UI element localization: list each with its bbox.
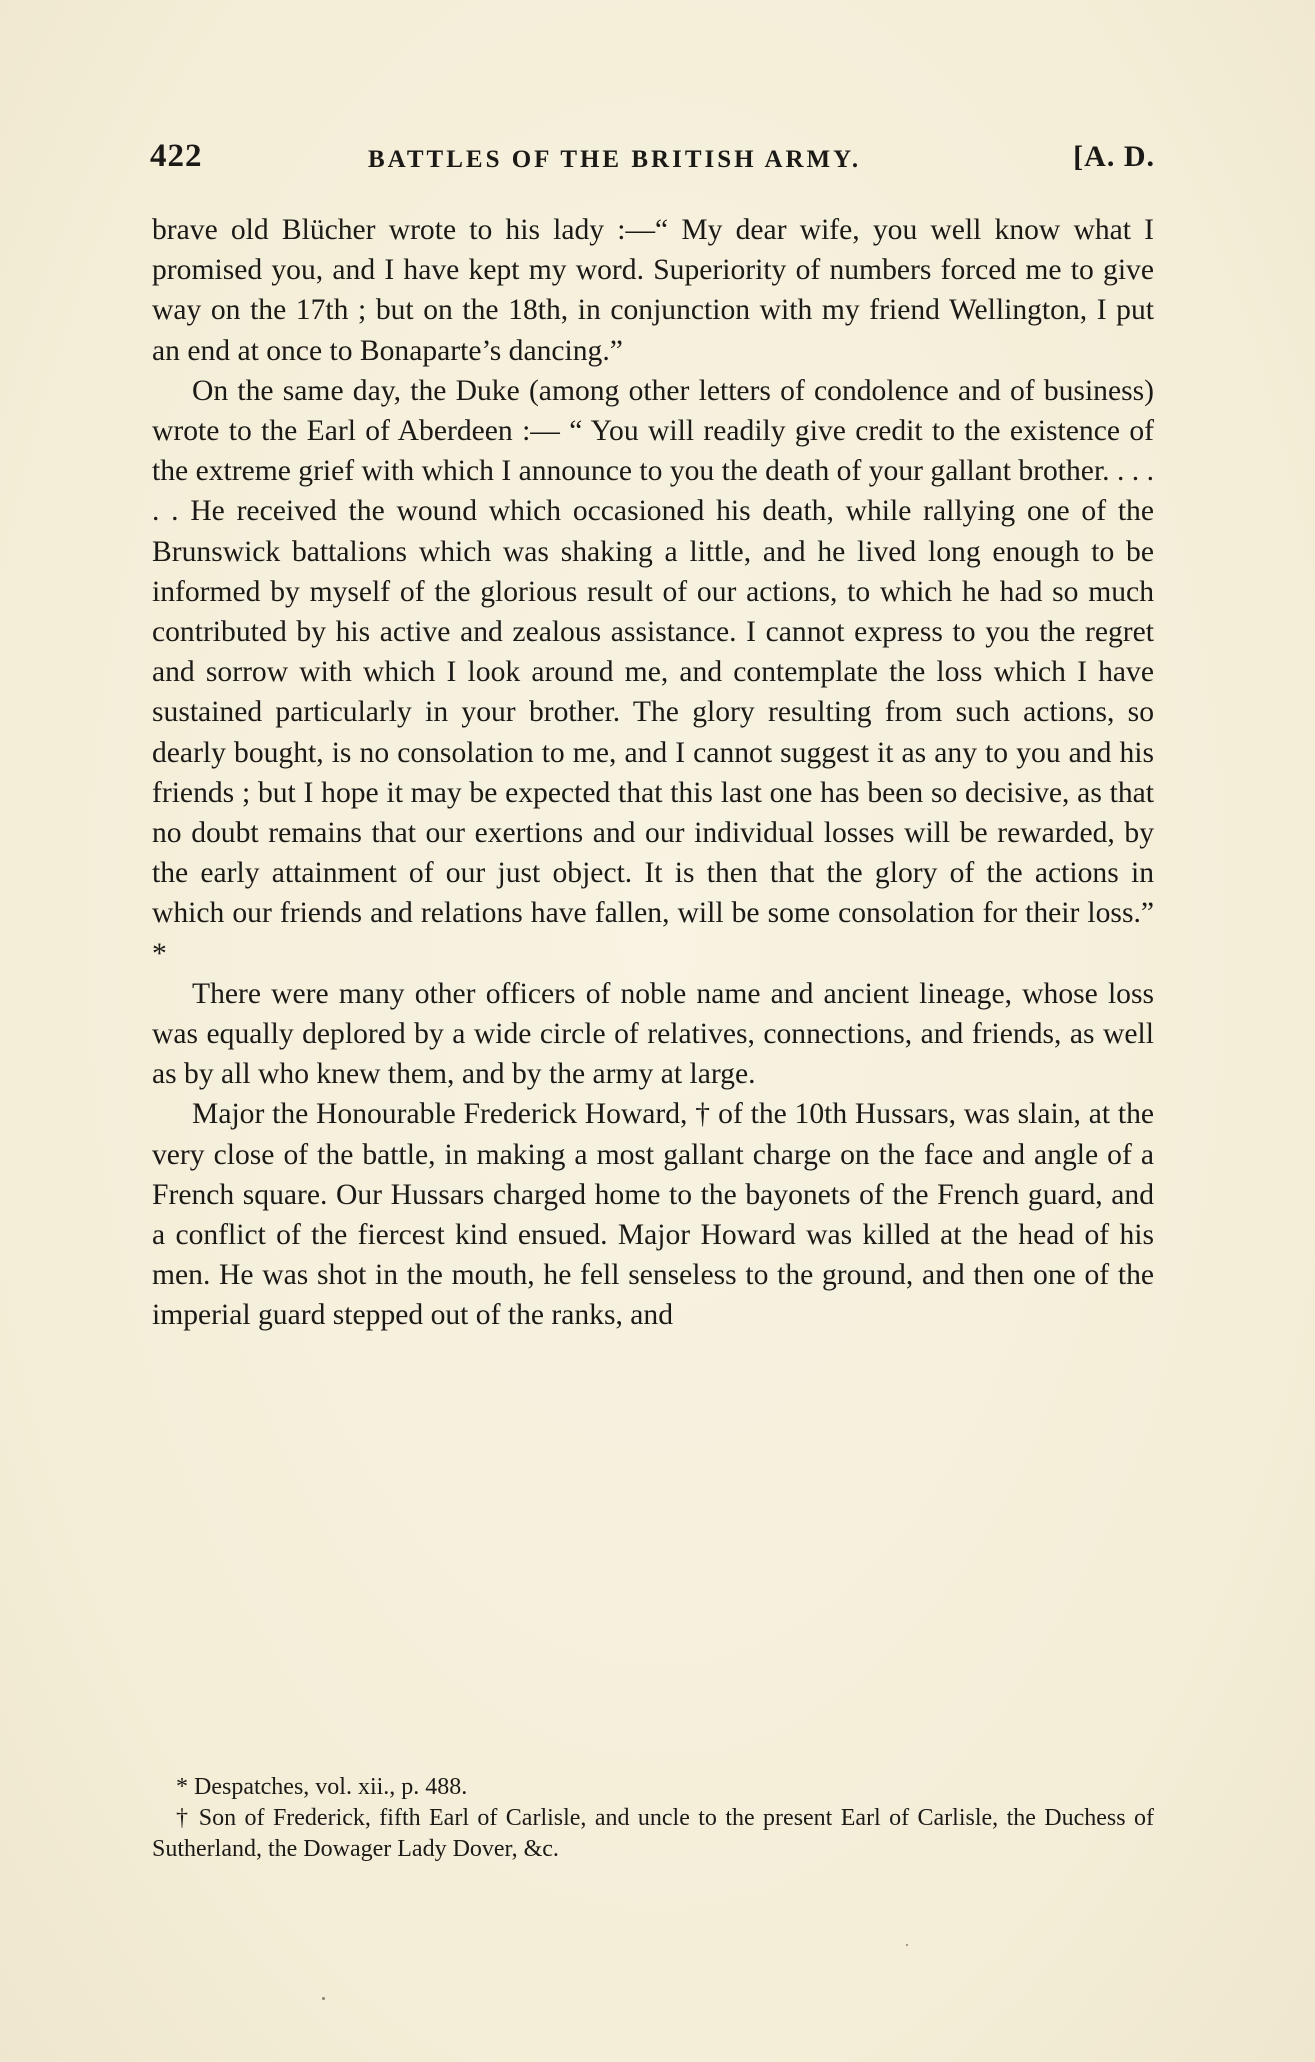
paragraph: There were many other officers of noble name and ancient lineage, whose loss was equally deplored by a wide circle of relatives, connections, and friends, as well as by all who knew them, and by the army at large. xyxy=(152,977,1154,1091)
paper-speck xyxy=(322,1997,325,2000)
footnote: * Despatches, vol. xii., p. 488. xyxy=(176,1774,468,1800)
footnote: † Son of Frederick, fifth Earl of Carlisle, and uncle to the present Earl of Carlisle, the Duchess of Sutherland, the Dowager Lady Dover, &c. xyxy=(152,1805,1154,1862)
paragraph: Major the Honourable Frederick Howard, † of the 10th Hussars, was slain, at the very close of the battle, in making a most gallant charge on the face and angle of a French square. Our Hussars charged home to the bayonets of the French guard, and a conflict of the fiercest kind ensued. Major Howard was killed at the head of his men. He was shot in the mouth, he fell senseless to the ground, and then one of the imperial guard stepped out of the ranks, and xyxy=(152,1098,1154,1332)
footnotes xyxy=(152,1772,1154,1865)
page-number: 422 xyxy=(150,138,203,174)
body-text xyxy=(152,210,1154,1336)
paragraph: brave old Blücher wrote to his lady :—“ My dear wife, you well know what I promised you, and I have kept my word. Superiority of numbers forced me to give way on the 17th ; but on the 18th, in conjunction with my friend Wellington, I put an end at once to Bonaparte’s dancing.” xyxy=(152,214,1154,367)
running-date: [A. D. xyxy=(1073,140,1155,173)
running-title: BATTLES OF THE BRITISH ARMY. xyxy=(368,146,862,173)
page-header xyxy=(150,138,1155,182)
paragraph: On the same day, the Duke (among other letters of condolence and of business) wrote to the Earl of Aberdeen :— “ You will readily give credit to the existence of the extreme grief with which I announce to you the death of your gallant brother. . . . . . He received the wound which occasioned his death, while rallying one of the Brunswick battalions which was shaking a little, and he lived long enough to be informed by myself of the glorious result of our actions, to which he had so much contributed by his active and zealous assistance. I cannot express to you the regret and sorrow with which I look around me, and contemplate the loss which I have sustained particularly in your brother. The glory resulting from such actions, so dearly bought, is no consolation to me, and I cannot suggest it as any to you and his friends ; but I hope it may be expected that this last one has been so decisive, as that no doubt remains that our exertions and our individual losses will be rewarded, by the early attainment of our just object. It is then that the glory of the actions in which our friends and relations have fallen, will be some consolation for their loss.” * xyxy=(152,374,1154,970)
paper-speck xyxy=(906,1944,908,1946)
